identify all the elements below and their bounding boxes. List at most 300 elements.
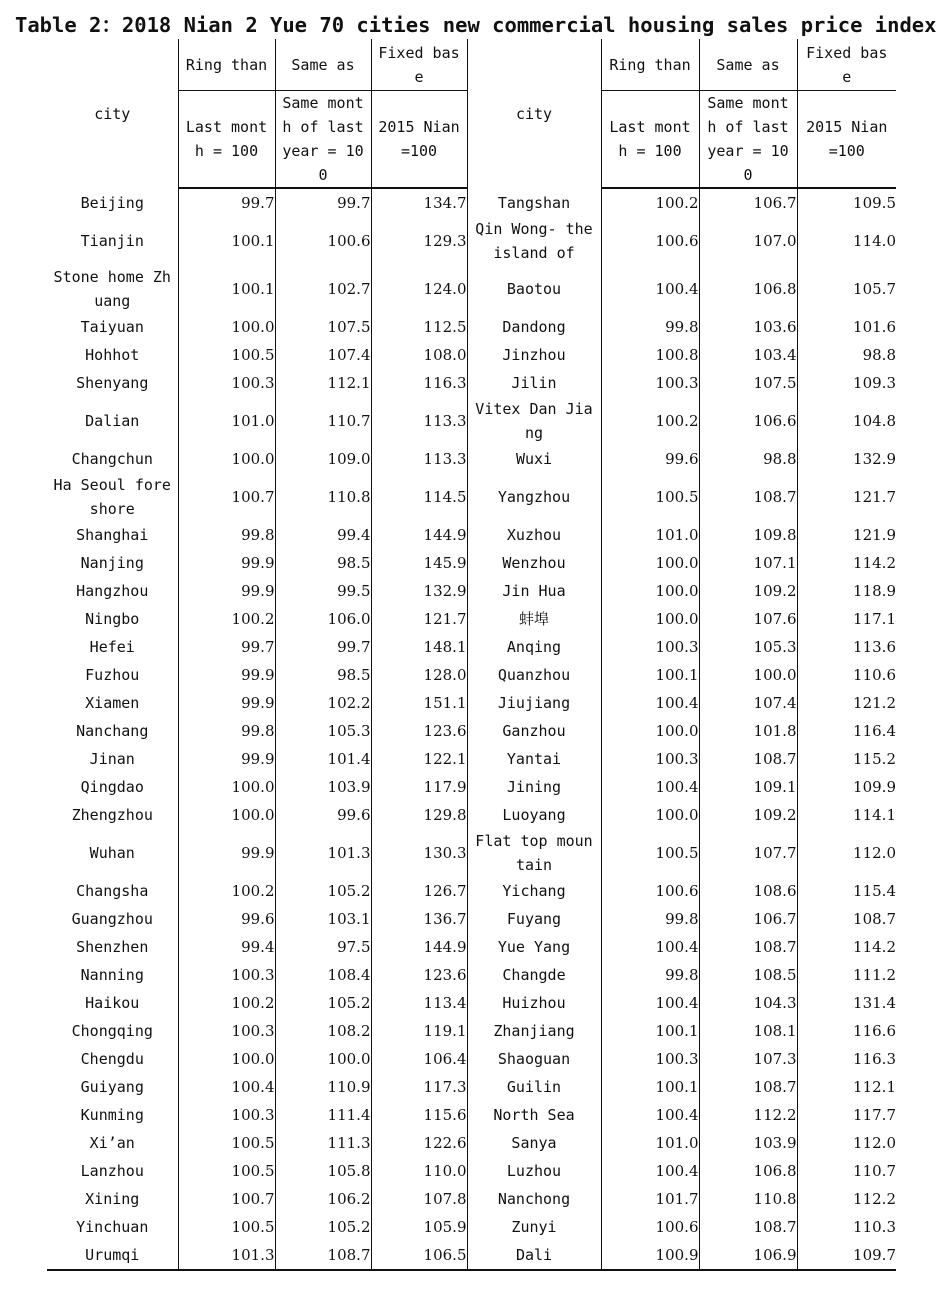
cell-fixed-right: 115.4 xyxy=(853,882,896,900)
cell-ring-right: 101.7 xyxy=(601,1185,699,1213)
table-row xyxy=(47,1073,896,1101)
table-row xyxy=(47,1101,896,1129)
cell-ring-right: 100.3 xyxy=(601,369,699,397)
cell-fixed-left: 105.9 xyxy=(371,1213,467,1241)
cell-same-left: 97.5 xyxy=(275,933,371,961)
cell-city-left: Xiamen xyxy=(47,689,178,717)
cell-ring-left: 99.9 xyxy=(178,577,275,605)
cell-ring-right: 100.8 xyxy=(601,341,699,369)
cell-ring-right: 99.8 xyxy=(601,313,699,341)
cell-city-right: Luoyang xyxy=(467,801,601,829)
cell-ring-left: 100.5 xyxy=(178,1129,275,1157)
header-city-left: city xyxy=(47,39,178,188)
cell-fixed-right: 110.3 xyxy=(853,1218,896,1236)
table-row xyxy=(47,265,896,313)
table-row xyxy=(47,188,896,217)
header-same-sub-left: Same mont h of last year = 10 0 xyxy=(275,91,371,189)
cell-ring-right: 100.1 xyxy=(601,1073,699,1101)
cell-fixed-right: 113.6 xyxy=(853,638,896,656)
cell-fixed-left: 151.1 xyxy=(371,689,467,717)
cell-ring-right: 100.4 xyxy=(601,933,699,961)
cell-city-left: Nanchang xyxy=(47,717,178,745)
cell-fixed-left: 129.8 xyxy=(371,801,467,829)
table-row xyxy=(47,473,896,521)
table-row xyxy=(47,549,896,577)
table-row xyxy=(47,829,896,877)
cell-fixed-right: 121.9 xyxy=(853,526,896,544)
cell-city-left: Xi’an xyxy=(47,1129,178,1157)
price-index-table xyxy=(47,39,896,1271)
cell-same-left: 100.6 xyxy=(275,217,371,265)
cell-same-right: 98.8 xyxy=(699,445,797,473)
cell-ring-left: 100.3 xyxy=(178,1101,275,1129)
table-row xyxy=(47,445,896,473)
cell-same-left: 100.0 xyxy=(275,1045,371,1073)
cell-fixed-left: 132.9 xyxy=(371,577,467,605)
cell-ring-right: 100.0 xyxy=(601,717,699,745)
cell-same-left: 111.4 xyxy=(275,1101,371,1129)
cell-city-right: Vitex Dan Jia ng xyxy=(467,397,601,445)
cell-ring-left: 100.7 xyxy=(178,473,275,521)
cell-ring-left: 99.7 xyxy=(178,633,275,661)
cell-ring-right: 99.8 xyxy=(601,961,699,989)
cell-city-right: Dali xyxy=(467,1241,601,1270)
cell-fixed-right: 112.0 xyxy=(853,1134,896,1152)
cell-ring-right: 100.0 xyxy=(601,605,699,633)
cell-city-right: Guilin xyxy=(467,1073,601,1101)
cell-same-right: 108.7 xyxy=(699,1213,797,1241)
cell-fixed-left: 123.6 xyxy=(371,717,467,745)
cell-city-left: Beijing xyxy=(47,188,178,217)
cell-same-left: 110.8 xyxy=(275,473,371,521)
cell-fixed-left: 134.7 xyxy=(371,188,467,217)
cell-city-right: 蚌埠 xyxy=(467,605,601,633)
cell-fixed-right: 112.0 xyxy=(853,844,896,862)
header-ring-sub-left: Last mont h = 100 xyxy=(178,91,275,189)
header-fixed-sub-right: 2015 Nian =100 xyxy=(797,91,896,189)
cell-city-left: Hohhot xyxy=(47,341,178,369)
cell-city-left: Tianjin xyxy=(47,217,178,265)
cell-same-left: 99.4 xyxy=(275,521,371,549)
cell-same-left: 109.0 xyxy=(275,445,371,473)
cell-same-right: 109.2 xyxy=(699,577,797,605)
cell-ring-right: 100.6 xyxy=(601,877,699,905)
cell-fixed-left: 122.6 xyxy=(371,1129,467,1157)
table-row xyxy=(47,661,896,689)
header-fixed-left: Fixed bas e xyxy=(371,39,467,91)
cell-ring-right: 100.4 xyxy=(601,1157,699,1185)
cell-same-right: 108.1 xyxy=(699,1017,797,1045)
cell-ring-right: 99.6 xyxy=(601,445,699,473)
header-ring-right: Ring than xyxy=(601,39,699,91)
cell-ring-left: 99.7 xyxy=(178,188,275,217)
cell-city-left: Haikou xyxy=(47,989,178,1017)
cell-fixed-right: 118.9 xyxy=(853,582,896,600)
table-row xyxy=(47,1017,896,1045)
cell-city-left: Xining xyxy=(47,1185,178,1213)
header-same-left: Same as xyxy=(275,39,371,91)
cell-same-left: 110.9 xyxy=(275,1073,371,1101)
cell-city-right: Wuxi xyxy=(467,445,601,473)
cell-city-left: Chongqing xyxy=(47,1017,178,1045)
cell-same-right: 107.4 xyxy=(699,689,797,717)
cell-fixed-left: 128.0 xyxy=(371,661,467,689)
cell-ring-right: 100.3 xyxy=(601,745,699,773)
table-row xyxy=(47,1213,896,1241)
cell-fixed-right: 116.6 xyxy=(853,1022,896,1040)
cell-ring-left: 99.9 xyxy=(178,661,275,689)
cell-ring-right: 101.0 xyxy=(601,521,699,549)
cell-fixed-right: 112.2 xyxy=(853,1190,896,1208)
cell-fixed-right: 110.7 xyxy=(853,1162,896,1180)
cell-ring-left: 100.1 xyxy=(178,217,275,265)
cell-city-right: Quanzhou xyxy=(467,661,601,689)
header-fixed-sub-left: 2015 Nian =100 xyxy=(371,91,467,189)
cell-fixed-right: 110.6 xyxy=(853,666,896,684)
cell-ring-right: 100.4 xyxy=(601,265,699,313)
header-same-sub-right: Same mont h of last year = 10 0 xyxy=(699,91,797,189)
cell-ring-left: 100.3 xyxy=(178,1017,275,1045)
cell-fixed-right: 108.7 xyxy=(853,910,896,928)
cell-same-right: 104.3 xyxy=(699,989,797,1017)
cell-city-left: Shanghai xyxy=(47,521,178,549)
cell-same-left: 99.6 xyxy=(275,801,371,829)
cell-same-left: 102.2 xyxy=(275,689,371,717)
cell-ring-left: 99.4 xyxy=(178,933,275,961)
cell-fixed-left: 106.5 xyxy=(371,1241,467,1270)
cell-ring-left: 100.2 xyxy=(178,989,275,1017)
cell-ring-right: 99.8 xyxy=(601,905,699,933)
cell-same-right: 108.7 xyxy=(699,473,797,521)
cell-same-right: 100.0 xyxy=(699,661,797,689)
cell-ring-left: 101.3 xyxy=(178,1241,275,1270)
cell-fixed-right: 117.7 xyxy=(853,1106,896,1124)
cell-same-left: 108.2 xyxy=(275,1017,371,1045)
table-row xyxy=(47,1045,896,1073)
cell-same-left: 103.1 xyxy=(275,905,371,933)
cell-fixed-left: 123.6 xyxy=(371,961,467,989)
cell-city-right: Wenzhou xyxy=(467,549,601,577)
cell-fixed-left: 113.4 xyxy=(371,989,467,1017)
cell-fixed-right: 115.2 xyxy=(853,750,896,768)
cell-city-left: Hangzhou xyxy=(47,577,178,605)
cell-ring-left: 99.9 xyxy=(178,745,275,773)
cell-city-right: Ganzhou xyxy=(467,717,601,745)
cell-fixed-right: 111.2 xyxy=(853,966,896,984)
cell-fixed-left: 130.3 xyxy=(371,829,467,877)
cell-same-right: 106.9 xyxy=(699,1241,797,1270)
cell-city-right: Dandong xyxy=(467,313,601,341)
cell-ring-left: 100.3 xyxy=(178,369,275,397)
cell-same-left: 101.3 xyxy=(275,829,371,877)
cell-same-right: 105.3 xyxy=(699,633,797,661)
cell-ring-right: 100.1 xyxy=(601,1017,699,1045)
cell-fixed-left: 144.9 xyxy=(371,521,467,549)
cell-city-left: Dalian xyxy=(47,397,178,445)
cell-ring-left: 100.7 xyxy=(178,1185,275,1213)
cell-same-left: 112.1 xyxy=(275,369,371,397)
cell-city-left: Stone home Zh uang xyxy=(47,265,178,313)
cell-city-left: Taiyuan xyxy=(47,313,178,341)
cell-ring-right: 100.3 xyxy=(601,633,699,661)
cell-ring-right: 100.6 xyxy=(601,217,699,265)
cell-fixed-right: 132.9 xyxy=(853,450,896,468)
cell-same-left: 98.5 xyxy=(275,549,371,577)
cell-same-right: 108.7 xyxy=(699,933,797,961)
cell-fixed-right: 98.8 xyxy=(862,346,896,364)
cell-city-right: Qin Wong- the island of xyxy=(467,217,601,265)
table-row xyxy=(47,989,896,1017)
table-row xyxy=(47,1129,896,1157)
cell-same-right: 109.1 xyxy=(699,773,797,801)
cell-fixed-right: 109.3 xyxy=(853,374,896,392)
cell-same-right: 107.3 xyxy=(699,1045,797,1073)
cell-fixed-left: 136.7 xyxy=(371,905,467,933)
cell-fixed-right: 117.1 xyxy=(853,610,896,628)
cell-fixed-left: 114.5 xyxy=(371,473,467,521)
cell-fixed-left: 117.9 xyxy=(371,773,467,801)
cell-fixed-left: 107.8 xyxy=(371,1185,467,1213)
cell-same-left: 105.8 xyxy=(275,1157,371,1185)
cell-fixed-right: 101.6 xyxy=(853,318,896,336)
cell-same-right: 103.6 xyxy=(699,313,797,341)
cell-same-left: 99.5 xyxy=(275,577,371,605)
cell-ring-right: 100.9 xyxy=(601,1241,699,1270)
cell-fixed-right: 114.2 xyxy=(853,938,896,956)
cell-ring-left: 99.8 xyxy=(178,717,275,745)
cell-city-right: Shaoguan xyxy=(467,1045,601,1073)
cell-same-right: 106.8 xyxy=(699,265,797,313)
table-row xyxy=(47,633,896,661)
cell-same-right: 103.9 xyxy=(699,1129,797,1157)
cell-fixed-left: 129.3 xyxy=(371,217,467,265)
cell-city-right: Yantai xyxy=(467,745,601,773)
cell-fixed-left: 116.3 xyxy=(371,369,467,397)
cell-city-right: Yue Yang xyxy=(467,933,601,961)
cell-ring-left: 100.1 xyxy=(178,265,275,313)
cell-ring-right: 100.0 xyxy=(601,577,699,605)
cell-city-left: Chengdu xyxy=(47,1045,178,1073)
table-row xyxy=(47,577,896,605)
cell-ring-left: 100.0 xyxy=(178,801,275,829)
cell-city-left: Changchun xyxy=(47,445,178,473)
cell-same-right: 112.2 xyxy=(699,1101,797,1129)
cell-city-left: Hefei xyxy=(47,633,178,661)
cell-city-left: Urumqi xyxy=(47,1241,178,1270)
cell-ring-left: 100.0 xyxy=(178,1045,275,1073)
cell-city-right: Luzhou xyxy=(467,1157,601,1185)
table-row xyxy=(47,689,896,717)
table-row xyxy=(47,369,896,397)
cell-fixed-left: 112.5 xyxy=(371,313,467,341)
cell-ring-right: 100.4 xyxy=(601,689,699,717)
cell-same-left: 105.2 xyxy=(275,1213,371,1241)
cell-fixed-left: 148.1 xyxy=(371,633,467,661)
cell-same-right: 107.0 xyxy=(699,217,797,265)
cell-city-right: Changde xyxy=(467,961,601,989)
cell-fixed-left: 106.4 xyxy=(371,1045,467,1073)
cell-same-left: 103.9 xyxy=(275,773,371,801)
cell-same-right: 108.5 xyxy=(699,961,797,989)
cell-city-right: Jin Hua xyxy=(467,577,601,605)
cell-city-left: Wuhan xyxy=(47,829,178,877)
cell-same-left: 99.7 xyxy=(275,188,371,217)
cell-fixed-right: 112.1 xyxy=(853,1078,896,1096)
cell-fixed-left: 121.7 xyxy=(371,605,467,633)
cell-city-right: Tangshan xyxy=(467,188,601,217)
cell-same-left: 105.2 xyxy=(275,877,371,905)
table-body xyxy=(47,188,896,1270)
cell-city-right: Anqing xyxy=(467,633,601,661)
cell-fixed-right: 105.7 xyxy=(853,280,896,298)
cell-fixed-left: 117.3 xyxy=(371,1073,467,1101)
cell-same-left: 105.3 xyxy=(275,717,371,745)
table-row xyxy=(47,217,896,265)
cell-fixed-right: 114.1 xyxy=(853,806,896,824)
header-city-right: city xyxy=(467,39,601,188)
cell-fixed-left: 115.6 xyxy=(371,1101,467,1129)
cell-ring-right: 100.5 xyxy=(601,829,699,877)
cell-same-left: 106.2 xyxy=(275,1185,371,1213)
cell-same-left: 99.7 xyxy=(275,633,371,661)
cell-same-right: 110.8 xyxy=(699,1185,797,1213)
table-row xyxy=(47,605,896,633)
header-ring-left: Ring than xyxy=(178,39,275,91)
cell-same-right: 109.2 xyxy=(699,801,797,829)
cell-city-left: Jinan xyxy=(47,745,178,773)
cell-ring-left: 101.0 xyxy=(178,397,275,445)
cell-city-left: Nanning xyxy=(47,961,178,989)
cell-city-left: Nanjing xyxy=(47,549,178,577)
cell-city-right: Xuzhou xyxy=(467,521,601,549)
cell-fixed-right: 121.2 xyxy=(853,694,896,712)
cell-ring-right: 100.0 xyxy=(601,549,699,577)
header-ring-sub-right: Last mont h = 100 xyxy=(601,91,699,189)
cell-ring-left: 100.5 xyxy=(178,1213,275,1241)
cell-fixed-right: 121.7 xyxy=(853,488,896,506)
cell-fixed-left: 144.9 xyxy=(371,933,467,961)
cell-fixed-right: 109.5 xyxy=(853,194,896,212)
cell-ring-right: 100.3 xyxy=(601,1045,699,1073)
cell-city-right: Nanchong xyxy=(467,1185,601,1213)
cell-city-left: Ha Seoul fore shore xyxy=(47,473,178,521)
cell-ring-right: 100.5 xyxy=(601,473,699,521)
cell-ring-left: 100.4 xyxy=(178,1073,275,1101)
table-row xyxy=(47,773,896,801)
cell-same-right: 109.8 xyxy=(699,521,797,549)
header-fixed-right: Fixed bas e xyxy=(806,43,888,86)
table-row xyxy=(47,521,896,549)
table-row xyxy=(47,313,896,341)
header-same-right: Same as xyxy=(699,39,797,91)
table-row xyxy=(47,933,896,961)
cell-fixed-right: 109.7 xyxy=(797,1241,896,1270)
cell-same-right: 108.6 xyxy=(699,877,797,905)
cell-city-right: Zhanjiang xyxy=(467,1017,601,1045)
table-row xyxy=(47,1241,896,1270)
cell-ring-right: 100.2 xyxy=(601,397,699,445)
cell-fixed-right: 104.8 xyxy=(853,412,896,430)
table-row xyxy=(47,877,896,905)
cell-ring-left: 99.9 xyxy=(178,829,275,877)
cell-city-left: Ningbo xyxy=(47,605,178,633)
cell-city-right: Yangzhou xyxy=(467,473,601,521)
cell-city-left: Guangzhou xyxy=(47,905,178,933)
cell-city-left: Yinchuan xyxy=(47,1213,178,1241)
cell-same-left: 102.7 xyxy=(275,265,371,313)
cell-ring-left: 100.0 xyxy=(178,313,275,341)
cell-same-left: 108.7 xyxy=(275,1241,371,1270)
cell-same-left: 106.0 xyxy=(275,605,371,633)
cell-ring-left: 100.3 xyxy=(178,961,275,989)
cell-city-left: Zhengzhou xyxy=(47,801,178,829)
cell-same-right: 108.7 xyxy=(699,1073,797,1101)
cell-city-right: Huizhou xyxy=(467,989,601,1017)
cell-same-right: 106.7 xyxy=(699,188,797,217)
cell-fixed-left: 119.1 xyxy=(371,1017,467,1045)
table-row xyxy=(47,1157,896,1185)
cell-ring-right: 100.6 xyxy=(601,1213,699,1241)
cell-ring-right: 100.4 xyxy=(601,773,699,801)
cell-same-right: 103.4 xyxy=(699,341,797,369)
cell-same-left: 98.5 xyxy=(275,661,371,689)
cell-city-right: Jinzhou xyxy=(467,341,601,369)
table-row xyxy=(47,717,896,745)
cell-ring-left: 100.5 xyxy=(178,341,275,369)
cell-same-right: 107.7 xyxy=(699,829,797,877)
header-row-top xyxy=(47,39,896,91)
cell-fixed-left: 108.0 xyxy=(371,341,467,369)
table-title: Table 2：2018 Nian 2 Yue 70 cities new commercial housing sales price index xyxy=(15,13,937,37)
cell-fixed-right: 109.9 xyxy=(853,778,896,796)
cell-fixed-left: 110.0 xyxy=(371,1157,467,1185)
cell-fixed-right: 114.0 xyxy=(853,232,896,250)
cell-same-left: 111.3 xyxy=(275,1129,371,1157)
cell-fixed-right: 114.2 xyxy=(853,554,896,572)
cell-ring-left: 99.8 xyxy=(178,521,275,549)
cell-fixed-right: 116.3 xyxy=(853,1050,896,1068)
cell-same-left: 108.4 xyxy=(275,961,371,989)
table-row xyxy=(47,341,896,369)
cell-city-left: Guiyang xyxy=(47,1073,178,1101)
cell-fixed-left: 124.0 xyxy=(371,265,467,313)
cell-ring-left: 100.0 xyxy=(178,773,275,801)
cell-ring-left: 100.5 xyxy=(178,1157,275,1185)
cell-city-right: Yichang xyxy=(467,877,601,905)
cell-city-left: Qingdao xyxy=(47,773,178,801)
cell-fixed-right: 116.4 xyxy=(853,722,896,740)
cell-ring-left: 99.9 xyxy=(178,549,275,577)
cell-city-right: Flat top moun tain xyxy=(467,829,601,877)
cell-city-right: Jiujiang xyxy=(467,689,601,717)
cell-fixed-left: 126.7 xyxy=(371,877,467,905)
cell-fixed-left: 145.9 xyxy=(371,549,467,577)
cell-city-right: Jining xyxy=(467,773,601,801)
cell-ring-left: 100.2 xyxy=(178,605,275,633)
cell-same-right: 107.5 xyxy=(699,369,797,397)
cell-city-left: Changsha xyxy=(47,877,178,905)
cell-city-right: Baotou xyxy=(467,265,601,313)
cell-same-left: 107.5 xyxy=(275,313,371,341)
cell-same-right: 106.6 xyxy=(699,397,797,445)
cell-city-right: Sanya xyxy=(467,1129,601,1157)
cell-city-right: Jilin xyxy=(467,369,601,397)
cell-city-left: Fuzhou xyxy=(47,661,178,689)
cell-same-left: 105.2 xyxy=(275,989,371,1017)
cell-same-right: 107.6 xyxy=(699,605,797,633)
table-row xyxy=(47,961,896,989)
cell-fixed-left: 113.3 xyxy=(371,397,467,445)
